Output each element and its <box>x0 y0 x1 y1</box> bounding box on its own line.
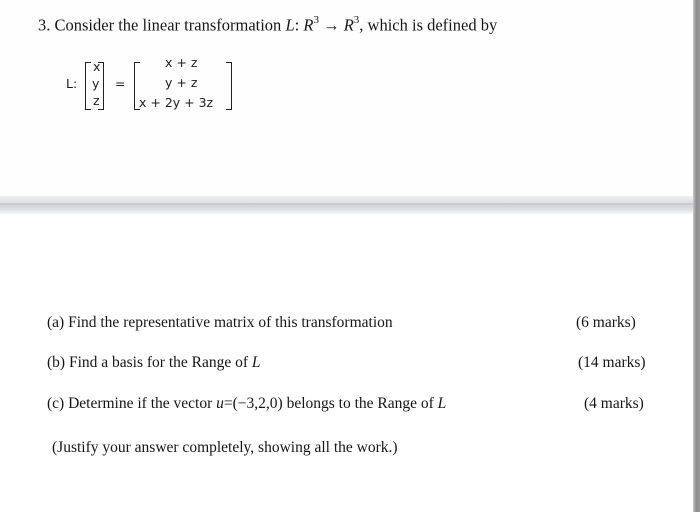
input-y: y <box>92 76 100 91</box>
page-edge <box>693 0 700 512</box>
question-parts-panel <box>0 214 693 512</box>
domain-power: 3 <box>313 14 319 26</box>
part-a-label: (a) Find the representative matrix of this transformation <box>47 314 393 331</box>
question-intro: Consider the linear transformation <box>54 15 282 35</box>
question-header-panel <box>0 0 693 196</box>
justification-note: (Justify your answer completely, showing all the work.) <box>52 439 398 456</box>
part-b-marks: (14 marks) <box>578 354 646 371</box>
definition-label: L: <box>66 76 78 91</box>
input-bracket-left <box>85 62 91 110</box>
part-b-label: (b) Find a basis for the Range of <box>47 354 249 371</box>
input-bracket-right <box>98 62 104 110</box>
output-row-1: x + z <box>165 55 198 70</box>
input-x: x <box>93 59 101 74</box>
output-row-2: y + z <box>165 75 198 90</box>
definition-equals: = <box>115 76 126 91</box>
codomain-space: R <box>343 15 354 35</box>
part-c-text <box>47 395 446 413</box>
maps-to-arrow: → <box>323 15 340 35</box>
map-symbol: L <box>285 15 295 35</box>
codomain-power: 3 <box>353 14 360 26</box>
part-c-label: (c) Determine if the vector <box>47 395 213 412</box>
section-divider-band <box>0 196 693 214</box>
input-z: z <box>93 93 100 108</box>
part-b-symbol: L <box>251 354 261 371</box>
part-a-marks: (6 marks) <box>576 314 636 331</box>
part-c-vector-name: u <box>216 395 224 412</box>
question-title: 3. Consider the linear transformation L: $R^3 \to R^3$, which is defined by <box>38 14 498 35</box>
part-b-text <box>47 354 261 372</box>
output-row-3: x + 2y + 3z <box>139 95 214 110</box>
section-divider-line <box>0 203 693 205</box>
output-bracket-right <box>226 62 232 110</box>
part-c-marks: (4 marks) <box>584 395 644 412</box>
part-a-text <box>47 314 393 332</box>
part-c-label-tail: belongs to the Range of <box>286 395 434 412</box>
domain-space: R <box>303 15 314 35</box>
question-number: 3. <box>38 15 51 35</box>
part-c-vector-value: =(−3,2,0) <box>223 395 283 412</box>
part-c-symbol: L <box>437 395 447 412</box>
question-suffix: , which is defined by <box>359 15 498 35</box>
